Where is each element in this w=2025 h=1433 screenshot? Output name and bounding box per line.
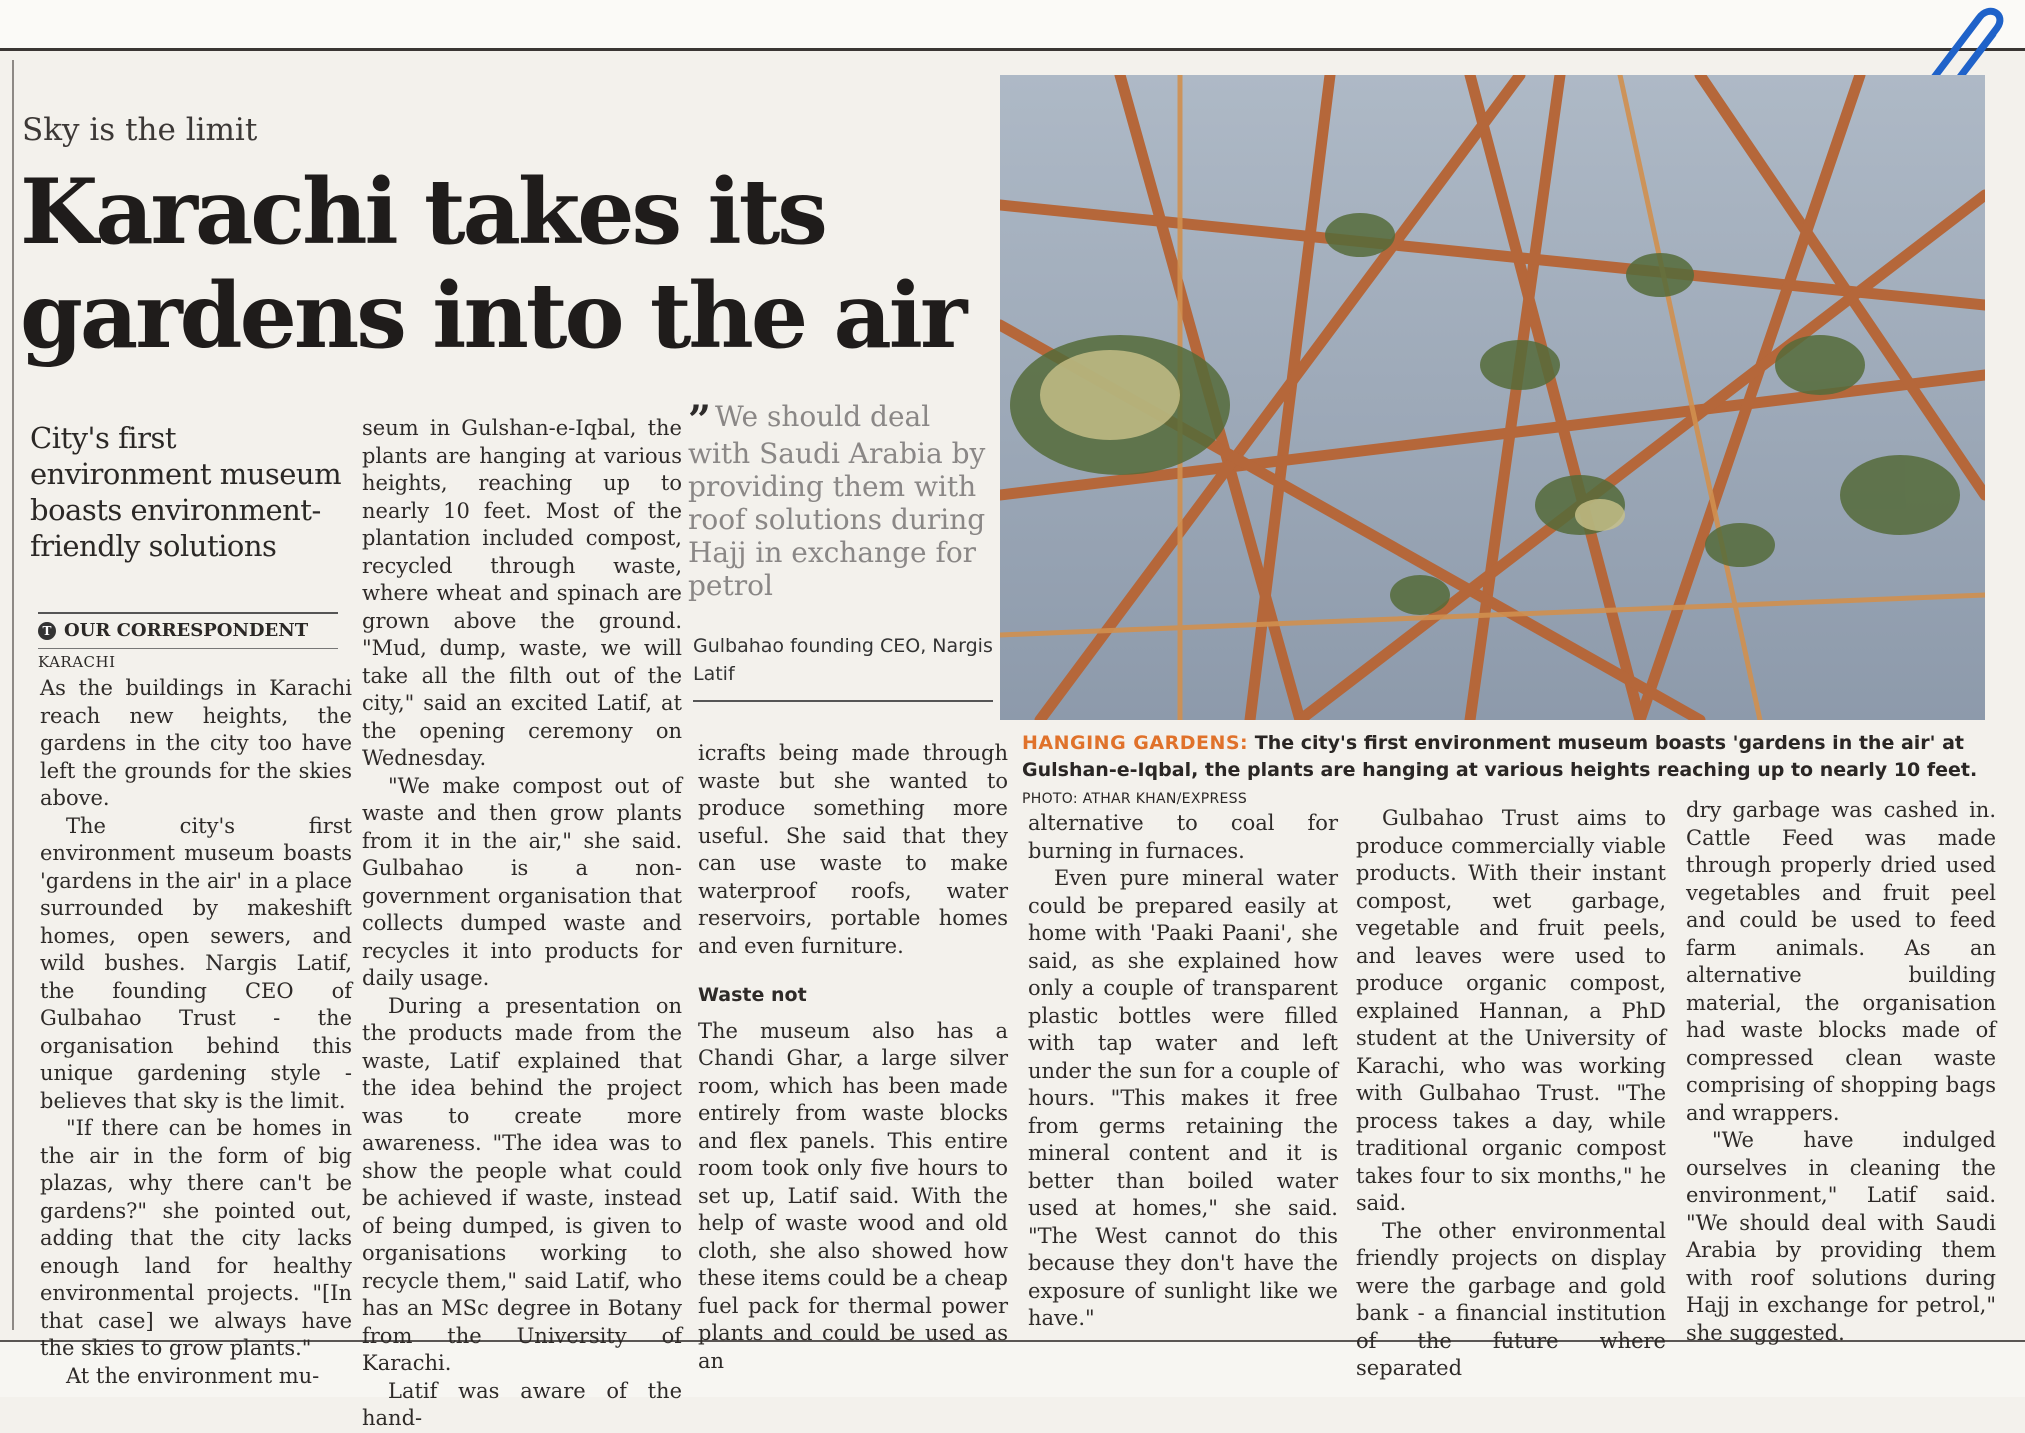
paragraph: seum in Gulshan-e-Iqbal, the plants are hanging at various heights, reaching up to nearly 10 feet. Most of the plantation included compost, recycled through waste, where wheat and spinach are grown above the ground. "Mud, dump, waste, we will take all the filth out of the city," said an excited Latif, at the opening ceremony on Wednesday. <box>362 416 682 770</box>
caption-label: HANGING GARDENS: <box>1022 732 1249 754</box>
pull-quote <box>688 397 988 602</box>
dateline: KARACHI <box>38 648 338 671</box>
paragraph: dry garbage was cashed in. Cattle Feed was made through properly dried used vegetables and fruit peel and could be used to feed farm animals. As an alternative building material, the organisation had waste blocks made of compressed clean waste comprising of shopping bags and wrappers. <box>1686 798 1996 1125</box>
byline-text: OUR CORRESPONDENT <box>64 620 309 641</box>
paragraph: icrafts being made through waste but she wanted to produce something more useful. She said that they can use waste to make waterproof roofs, water reservoirs, portable homes and even furniture. <box>698 741 1008 958</box>
paragraph: As the buildings in Karachi reach new heights, the gardens in the city too have left the grounds for the skies above. <box>40 676 352 810</box>
paragraph: "If there can be homes in the air in the form of big plazas, why there can't be gardens?" she pointed out, adding that the city lacks enough land for healthy environmental projects. "[In that case] we always have the skies to grow plants." <box>40 1116 352 1360</box>
deck-subtitle: City's first environment museum boasts environment-friendly solutions <box>30 421 342 563</box>
body-column-3 <box>698 740 1008 1375</box>
paragraph: alternative to coal for burning in furnaces. <box>1028 811 1338 863</box>
clipping-left-edge <box>12 60 14 1330</box>
paragraph: The other environmental friendly projects on display were the garbage and gold bank - a financial institution of the future where separated <box>1356 1218 1666 1380</box>
paragraph: The museum also has a Chandi Ghar, a large silver room, which has been made entirely from waste blocks and flex panels. This entire room took only five hours to set up, Latif said. With the help of waste wood and old cloth, she also showed how these items could be a cheap fuel pack for thermal power plants and could be used as an <box>698 1018 1008 1373</box>
quote-divider <box>693 700 993 702</box>
quote-attribution: Gulbahao founding CEO, Nargis Latif <box>693 635 993 685</box>
photo-credit: PHOTO: ATHAR KHAN/EXPRESS <box>1022 791 1248 807</box>
body-column-2 <box>362 415 682 1433</box>
body-column-1 <box>40 675 352 1390</box>
section-kicker: Sky is the limit <box>22 112 258 148</box>
paragraph: The city's first environment museum boasts 'gardens in the air' in a place surrounded by makeshift homes, open sewers, and wild bushes. Nargis Latif, the founding CEO of Gulbahao Trust - the organisation behind this unique gardening style - believes that sky is the limit. <box>40 813 352 1113</box>
pull-quote-text: We should deal with Saudi Arabia by providing them with roof solutions during Hajj in exchange for petrol <box>688 400 986 602</box>
newspaper-logo-icon: T <box>38 622 56 640</box>
clipping-top-margin <box>0 0 2025 50</box>
byline <box>38 612 338 641</box>
quote-mark-icon: ” <box>688 397 712 444</box>
body-column-5 <box>1356 805 1666 1383</box>
photo-caption <box>1022 730 1982 813</box>
paragraph: Latif was aware of the hand- <box>362 1378 682 1430</box>
body-column-6 <box>1686 797 1996 1347</box>
paragraph: Even pure mineral water could be prepared easily at home with 'Paaki Paani', she said, as she explained how only a couple of transparent plastic bottles were filled with tap water and left under the sun for a couple of hours. "This makes it free from germs retaining the mineral content and it is better than boiled water used at homes," she said. "The West cannot do this because they don't have the exposure of sunlight like we have." <box>1028 866 1338 1330</box>
hanging-gardens-photo <box>1000 75 1985 720</box>
paragraph: At the environment mu- <box>66 1363 320 1388</box>
paragraph: During a presentation on the products made from the waste, Latif explained that the idea behind the project was to create more awareness. "The idea was to show the people what could be achieved if waste, instead of being dumped, is given to organisations working to recycle them," said Latif, who has an MSc degree in Botany from the University of Karachi. <box>362 993 682 1375</box>
caption-text: The city's first environment museum boasts 'gardens in the air' at Gulshan-e-Iqbal, the plants are hanging at various heights reaching up to nearly 10 feet. <box>1022 732 1978 781</box>
subhead: Waste not <box>698 984 807 1006</box>
paragraph: "We have indulged ourselves in cleaning the environment," Latif said. "We should deal with Saudi Arabia by providing them with roof solutions during Hajj in exchange for petrol," she suggested. <box>1686 1128 1996 1345</box>
paragraph: "We make compost out of waste and then grow plants from it in the air," she said. Gulbahao is a non-government organisation that collects dumped waste and recycles it into products for daily usage. <box>362 773 682 990</box>
page-top-rule <box>0 48 2025 51</box>
body-column-4 <box>1028 810 1338 1333</box>
paragraph: Gulbahao Trust aims to produce commercially viable products. With their instant compost, wet garbage, vegetable and fruit peels, and leaves were used to produce organic compost, explained Hannan, a PhD student at the University of Karachi, who was working with Gulbahao Trust. "The process takes a day, while traditional organic compost takes four to six months," he said. <box>1356 806 1666 1215</box>
headline: Karachi takes its gardens into the air <box>20 159 965 369</box>
